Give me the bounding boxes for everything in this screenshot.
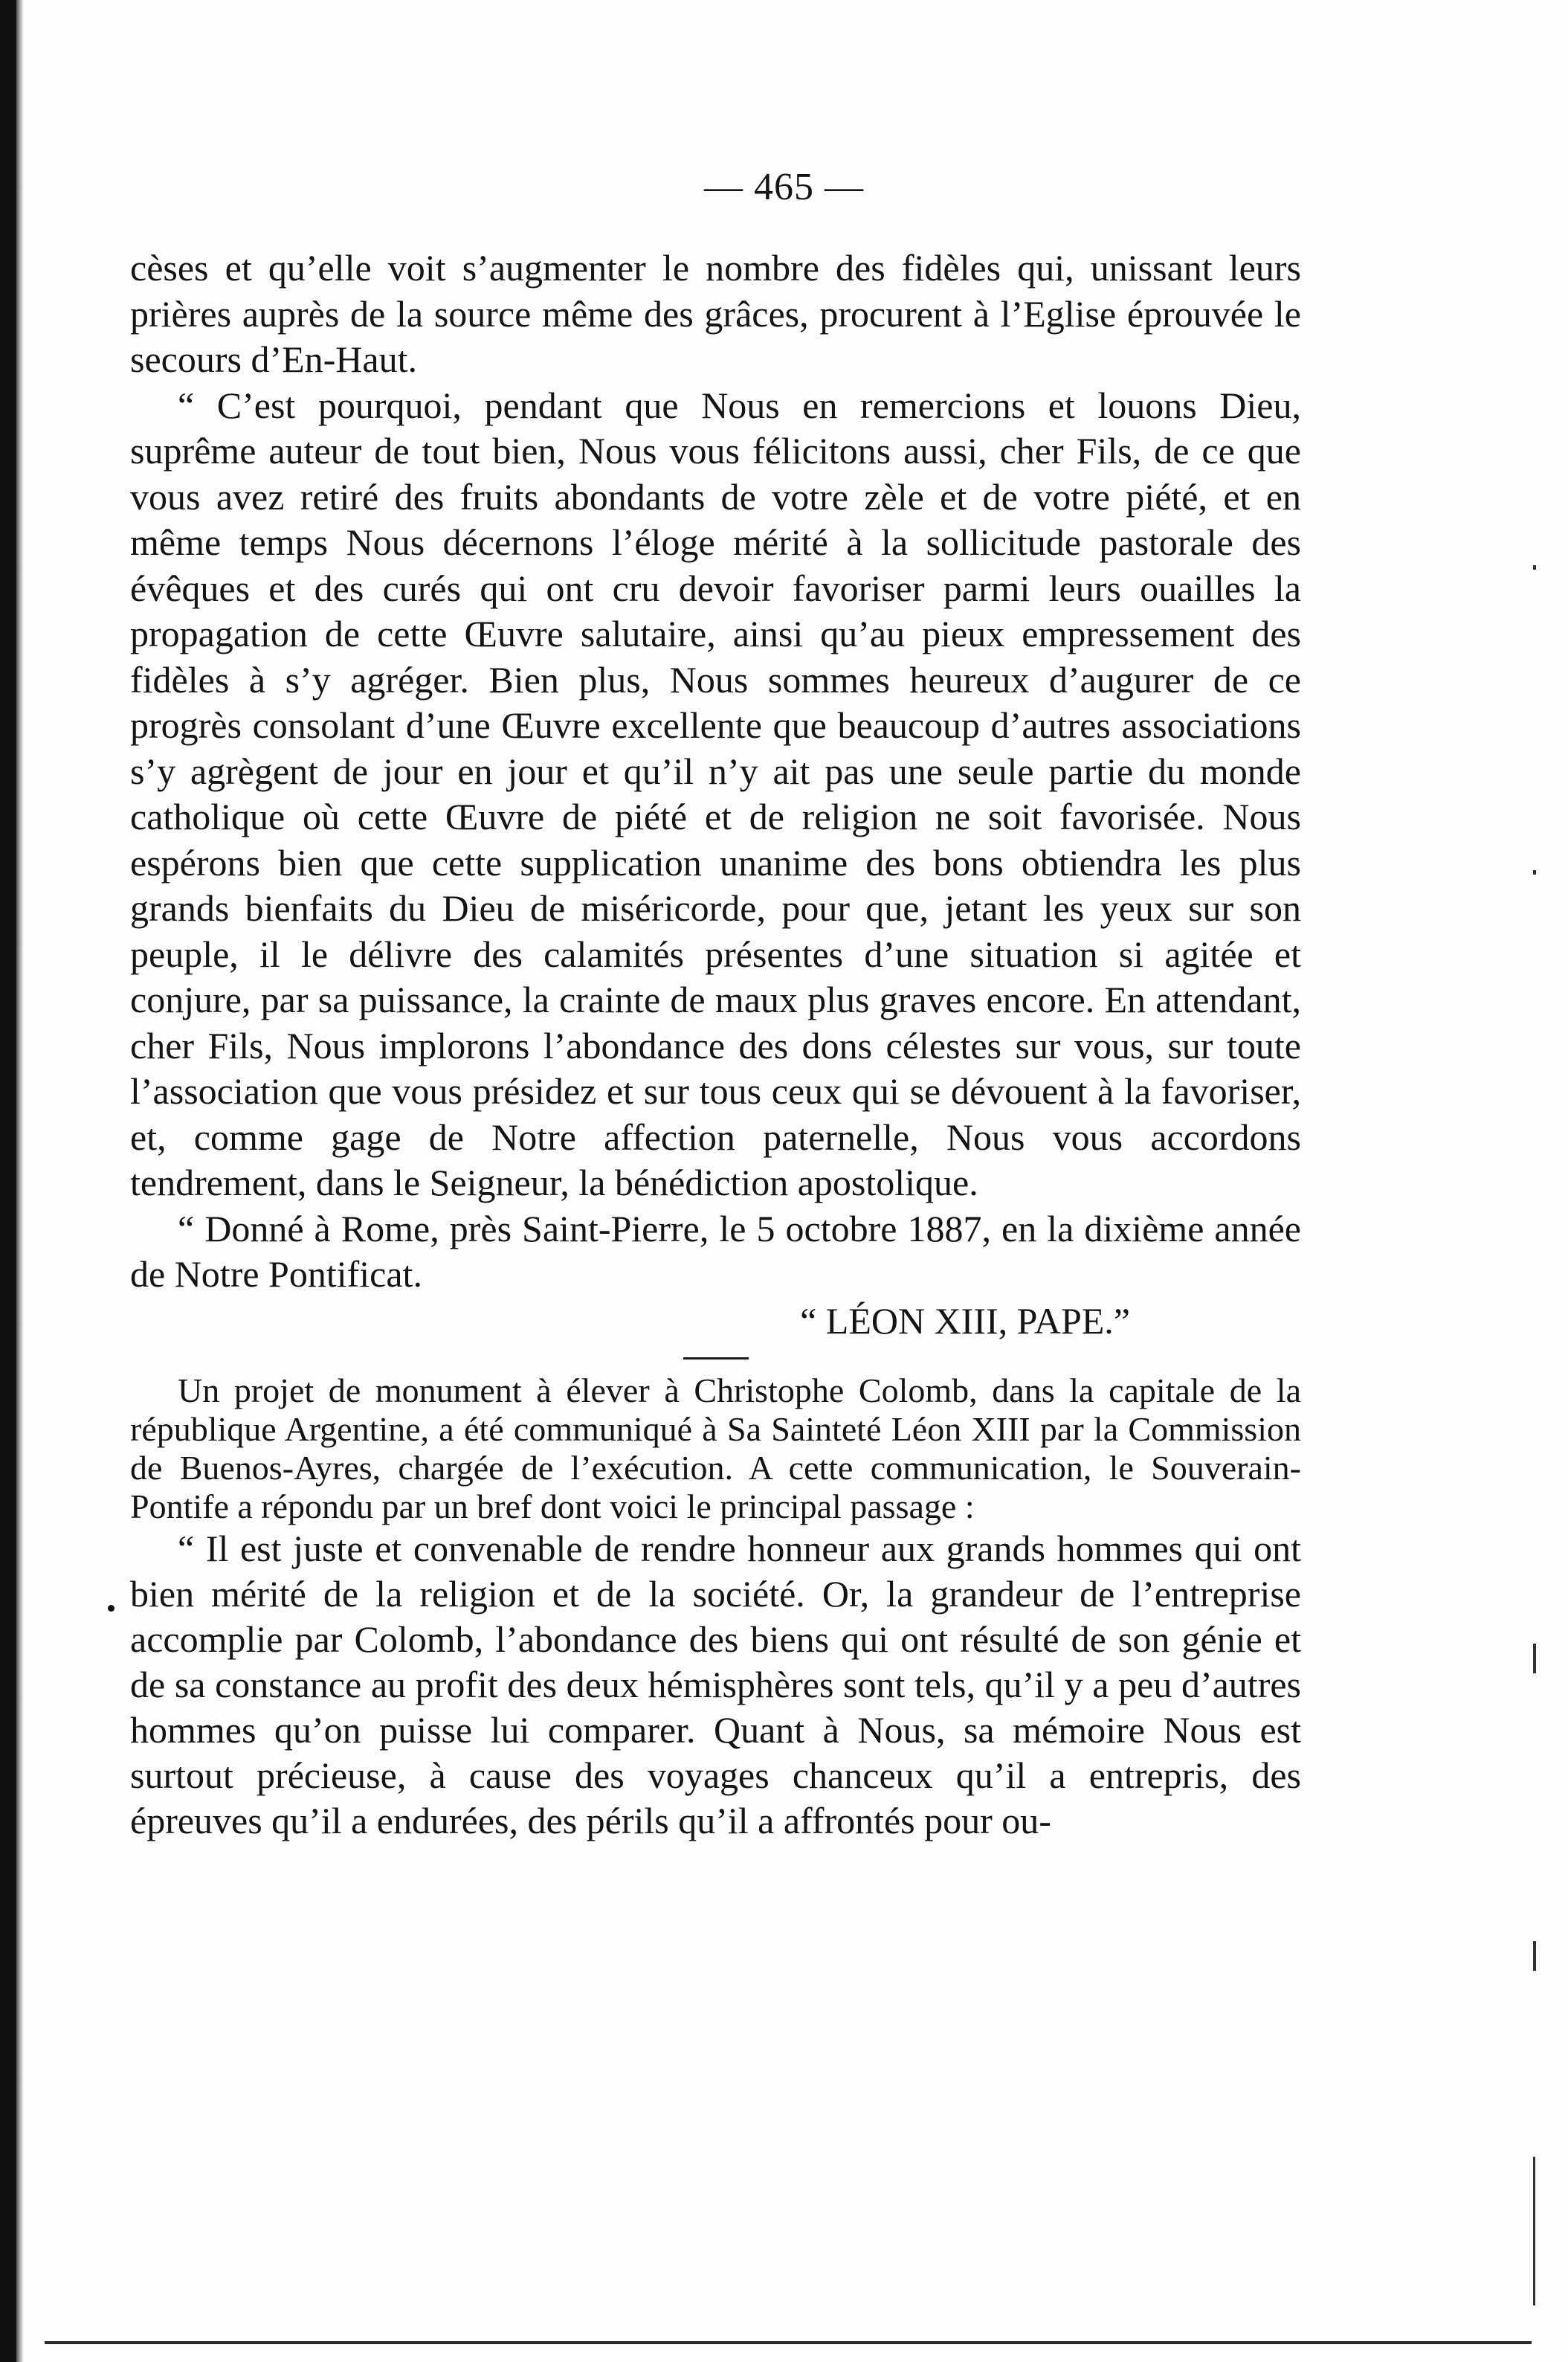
binding-edge bbox=[0, 0, 16, 2362]
scan-speck bbox=[1533, 870, 1536, 875]
notice-paragraph: Un projet de monument à élever à Christophe Colomb, dans la capitale de la république Argentine, a été communiqué à Sa Sainteté Léon XIII par la Commission de Buenos-Ayres, chargée de l’exécution. A cette communication, le Souverain-Pontife a répondu par un bref dont voici le principal passage : bbox=[130, 1371, 1301, 1525]
scan-speck bbox=[1533, 1941, 1536, 1971]
scan-speck bbox=[1533, 565, 1536, 570]
scan-speck bbox=[1533, 2157, 1535, 2305]
section-separator bbox=[683, 1357, 749, 1359]
dating-paragraph: “ Donné à Rome, près Saint-Pierre, le 5 octobre 1887, en la dixième année de Notre Pontificat. bbox=[130, 1207, 1301, 1295]
bottom-rule bbox=[45, 2341, 1532, 2344]
binding-shadow bbox=[16, 0, 24, 2362]
page-text bbox=[130, 245, 1301, 1844]
margin-mark bbox=[108, 1605, 114, 1612]
scan-speck bbox=[1533, 1644, 1536, 1673]
continued-paragraph: cèses et qu’elle voit s’augmenter le nombre des fidèles qui, unissant leurs prières auprès de la source même des grâces, procurent à l’Eglise éprouvée le secours d’En-Haut. bbox=[130, 247, 1301, 380]
colomb-quote-paragraph: “ Il est juste et convenable de rendre honneur aux grands hommes qui ont bien mérité de la religion et de la société. Or, la grandeur de l’entreprise accomplie par Colomb, l’abondance des biens qui ont résulté de son génie et de sa constance au profit des deux hémisphères sont tels, qu’il y a peu d’autres hommes qu’on puisse lui comparer. Quant à Nous, sa mémoire Nous est surtout précieuse, à cause des voyages chanceux qu’il a entrepris, des épreuves qu’il a endurées, des périls qu’il a affrontés pour ou- bbox=[130, 1527, 1301, 1841]
page-number: — 465 — bbox=[704, 166, 864, 208]
papal-signature: “ LÉON XIII, PAPE.” bbox=[800, 1299, 1130, 1342]
brief-paragraph: “ C’est pourquoi, pendant que Nous en remercions et louons Dieu, suprême auteur de tout bien, Nous vous félicitons aussi, cher Fils, de ce que vous avez retiré des fruits abondants de votre zèle et de votre piété, et en même temps Nous décernons l’éloge mérité à la sollicitude pastorale des évêques et des curés qui ont cru devoir favoriser parmi leurs ouailles la propagation de cette Œuvre salutaire, ainsi qu’au pieux empressement des fidèles à s’y agréger. Bien plus, Nous sommes heureux d’augurer de ce progrès consolant d’une Œuvre excellente que beaucoup d’autres associations s’y agrègent de jour en jour et qu’il n’y ait pas une seule partie du monde catholique où cette Œuvre de piété et de religion ne soit favorisée. Nous espérons bien que cette supplication unanime des bons obtiendra les plus grands bienfaits du Dieu de miséricorde, pour que, jetant les yeux sur son peuple, il le délivre des calamités présentes d’une situation si agitée et conjure, par sa puissance, la crainte de maux plus graves encore. En attendant, cher Fils, Nous implorons l’abondance des dons célestes sur vous, sur toute l’association que vous présidez et sur tous ceux qui se dévouent à la favoriser, et, comme gage de Notre affection paternelle, Nous vous accordons tendrement, dans le Seigneur, la bénédiction apostolique. bbox=[130, 384, 1301, 1203]
